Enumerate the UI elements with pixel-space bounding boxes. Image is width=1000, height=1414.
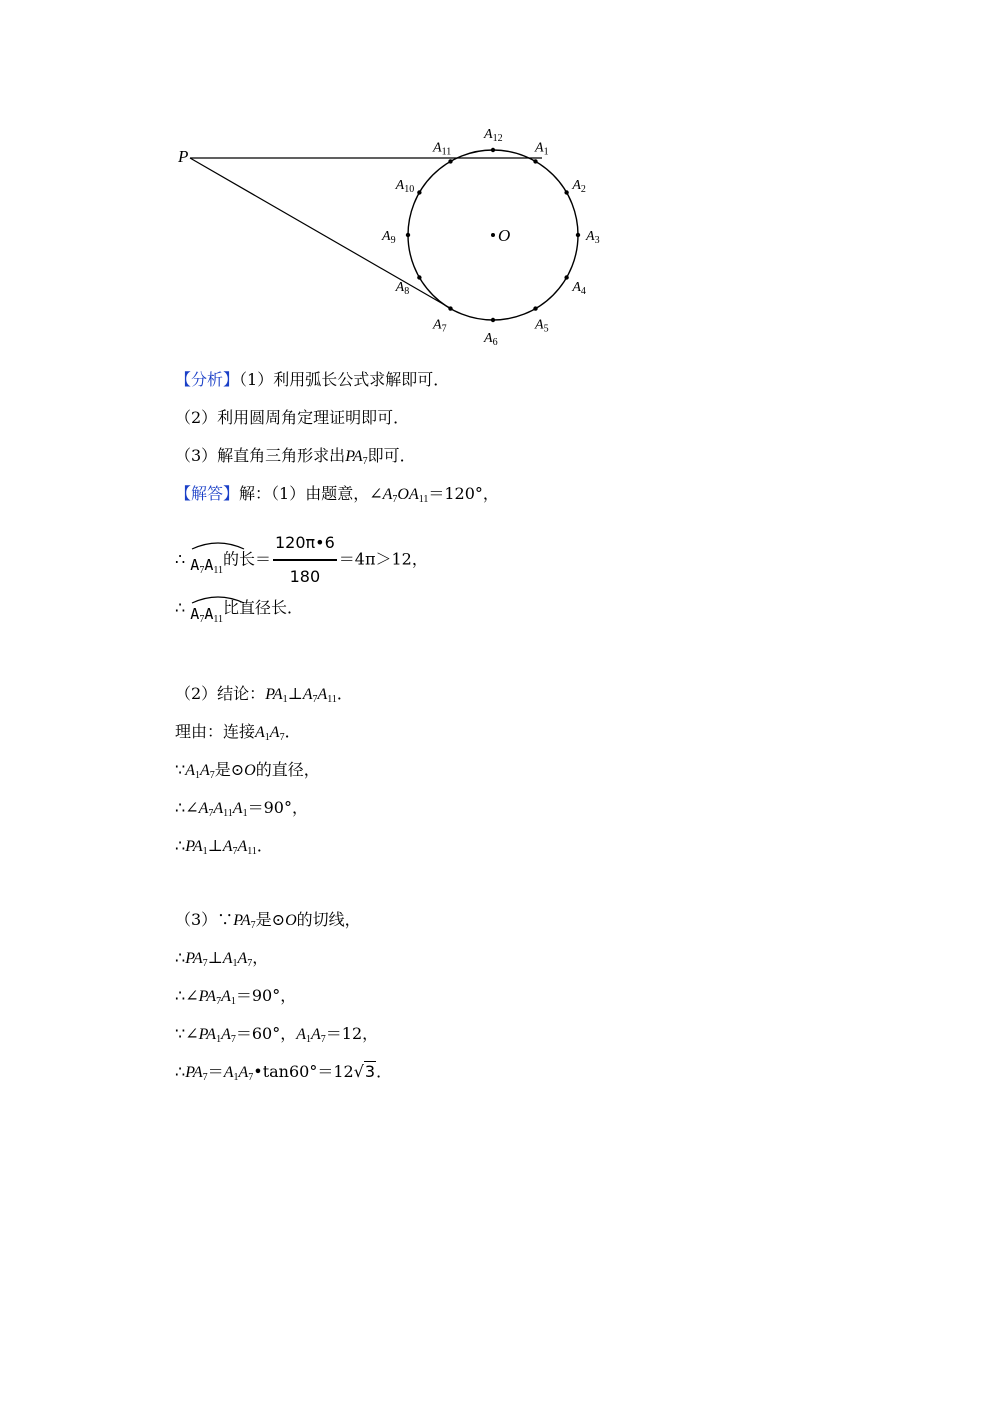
solution3-perp: $\therefore PA_7\perp A_1A_7$， [175,948,269,969]
label-a11: $A_{11}$ [433,140,452,158]
point-a9 [406,233,410,237]
solution-arc-length-line: ∴ $A_7A_{11}$的长＝ $\frac{120\pi•6}{180}$ ＝4π＞12， [175,528,428,592]
solution3-tangent: $(3)\because PA_7$是⊙O的切线， [175,910,361,931]
arc-symbol-2 [190,594,246,604]
analysis-line-3: （3）解直角三角形求出$PA_7$即可． [175,446,416,467]
solution2-reason: 理由：连接$A_1A_7$． [175,722,301,743]
solution3-angle60: $\because\angle PA_1A_7=60^\circ$，$A_1A_7=12$， [175,1024,379,1045]
label-a5: $A_5$ [535,317,549,335]
point-a5 [533,306,537,310]
point-a8 [417,275,421,279]
analysis-line-1: 【分析】（1）利用弧长公式求解即可． [175,370,450,389]
point-a4 [564,275,568,279]
point-a11 [448,159,452,163]
point-a6 [491,318,495,322]
point-p-label: P [178,147,189,166]
circle-points [381,127,600,348]
solution3-angle90: $\therefore\angle PA_7A_1=90^\circ$， [175,986,297,1007]
label-a7: $A_7$ [433,317,447,335]
solution-line-1: 【解答】解：（1）由题意，$\angle A_7OA_{11}=120^\circ$， [175,484,499,505]
solution-tag: 【解答】 [175,484,240,503]
point-a10 [417,190,421,194]
solution3-result: $\therefore PA_7=A_1A_7•\tan 60^\circ=12√3$． [175,1062,393,1083]
solution2-because: $\because A_1A_7$是⊙O的直径， [175,760,320,781]
arc-fraction: $\frac{120\pi•6}{180}$ [275,533,335,586]
solution2-therefore: $\therefore PA_1\perp A_7A_{11}$． [175,836,273,857]
point-a12 [491,148,495,152]
solution2-angle: $\therefore\angle A_7A_{11}A_1=90^\circ$， [175,798,308,819]
arc-a7-a11-2: $A_7A_{11}$ [190,600,223,630]
label-a9: $A_9$ [382,229,396,246]
geometry-figure [160,115,620,350]
line-p-a7 [190,158,450,308]
label-a3: $A_3$ [586,229,600,246]
label-a4: $A_4$ [572,280,586,297]
point-a7 [448,306,452,310]
label-a12: $A_{12}$ [484,127,503,144]
point-a1 [533,159,537,163]
center-dot [491,233,495,237]
label-a6: $A_6$ [484,331,498,348]
label-a10: $A_{10}$ [395,178,415,195]
center-label: O [498,226,511,245]
label-a1: $A_1$ [535,140,549,158]
label-a2: $A_2$ [572,178,586,195]
analysis-tag: 【分析】 [175,370,240,389]
point-a3 [576,233,580,237]
solution2-conclusion: （2）结论：$PA_1\perp A_7A_{11}$． [175,684,353,705]
point-a2 [564,190,568,194]
label-a8: $A_8$ [395,280,410,297]
arc-symbol [190,540,246,550]
circle-diagram [160,115,620,350]
analysis-line-2: （2）利用圆周角定理证明即可． [175,408,410,427]
sqrt-3: √3 [353,1062,376,1081]
solution-arc-compare-line: ∴ $A_7A_{11}$比直径长． [175,598,303,630]
arc-a7-a11: $A_7A_{11}$ [190,546,223,586]
